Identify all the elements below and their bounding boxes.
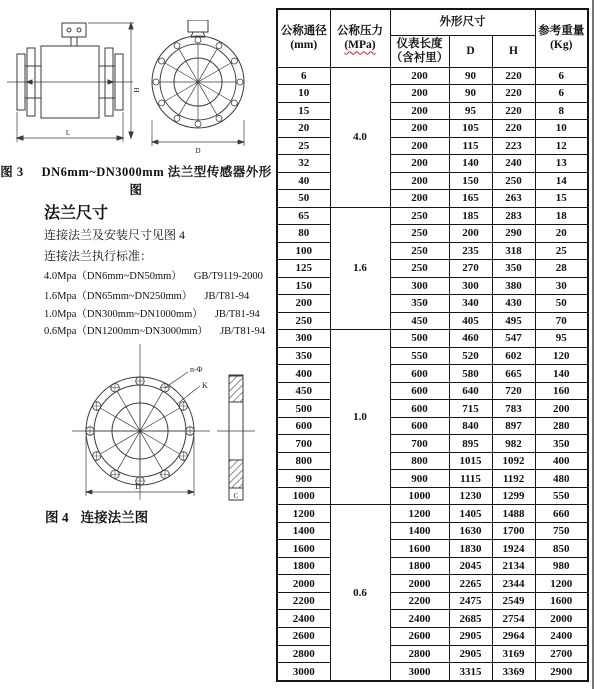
h-cell: 1092 — [492, 452, 535, 470]
flange-standard-item — [44, 306, 274, 321]
flange-standard-item — [44, 268, 274, 283]
d-cell: 2905 — [449, 645, 492, 663]
diameter-cell: 50 — [277, 190, 330, 208]
weight-cell: 280 — [535, 417, 588, 435]
flange-dimension-table — [276, 8, 587, 682]
h-cell: 783 — [492, 400, 535, 418]
standard-pressure: 0.6Mpa（DN1200mm~DN3000mm） — [44, 326, 209, 337]
d-cell: 405 — [449, 312, 492, 330]
d-cell: 115 — [449, 137, 492, 155]
header-pressure-unit: (MPa) — [344, 39, 376, 52]
table-row — [277, 277, 588, 295]
diameter-cell: 2400 — [277, 610, 330, 628]
d-cell: 140 — [449, 155, 492, 173]
sensor-outline-diagram — [5, 20, 270, 158]
meter-length-cell: 2000 — [390, 575, 449, 593]
meter-length-cell: 550 — [390, 347, 449, 365]
weight-cell: 28 — [535, 260, 588, 278]
table-row — [277, 260, 588, 278]
meter-length-cell: 1000 — [390, 487, 449, 505]
figure3-drawing — [5, 20, 270, 158]
table-row — [277, 522, 588, 540]
weight-cell: 70 — [535, 312, 588, 330]
meter-length-cell: 2800 — [390, 645, 449, 663]
d-cell: 520 — [449, 347, 492, 365]
diameter-cell: 80 — [277, 225, 330, 243]
h-cell: 547 — [492, 330, 535, 348]
diameter-cell: 15 — [277, 102, 330, 120]
h-cell: 250 — [492, 172, 535, 190]
h-cell: 220 — [492, 120, 535, 138]
diameter-cell: 300 — [277, 330, 330, 348]
diameter-cell: 1000 — [277, 487, 330, 505]
table-row — [277, 102, 588, 120]
weight-cell: 160 — [535, 382, 588, 400]
weight-cell: 2900 — [535, 663, 588, 681]
d-cell: 90 — [449, 85, 492, 103]
weight-cell: 20 — [535, 225, 588, 243]
meter-length-cell: 200 — [390, 155, 449, 173]
fig3-label-D: D — [195, 147, 201, 155]
h-cell: 318 — [492, 242, 535, 260]
weight-cell: 6 — [535, 85, 588, 103]
header-diameter-title: 公称通径 — [280, 24, 327, 37]
meter-length-cell: 600 — [390, 417, 449, 435]
weight-cell: 14 — [535, 172, 588, 190]
h-cell: 1299 — [492, 487, 535, 505]
pressure-cell: 0.6 — [330, 505, 390, 681]
figure4-caption-number: 图 4 — [45, 510, 69, 525]
diameter-cell: 40 — [277, 172, 330, 190]
header-meter-length — [390, 35, 449, 67]
figure4-drawing — [72, 336, 267, 506]
diameter-cell: 25 — [277, 137, 330, 155]
header-pressure-title: 公称压力 — [337, 24, 383, 37]
meter-length-cell: 500 — [390, 330, 449, 348]
table-row — [277, 592, 588, 610]
diameter-cell: 800 — [277, 452, 330, 470]
table-row — [277, 67, 588, 85]
diameter-cell: 150 — [277, 277, 330, 295]
diameter-cell: 125 — [277, 260, 330, 278]
table-row — [277, 347, 588, 365]
d-cell: 895 — [449, 435, 492, 453]
d-cell: 185 — [449, 207, 492, 225]
header-weight — [535, 9, 588, 67]
meter-length-cell: 2600 — [390, 628, 449, 646]
fig3-label-H: H — [133, 87, 141, 93]
meter-length-cell: 900 — [390, 470, 449, 488]
weight-cell: 50 — [535, 295, 588, 313]
d-cell: 1830 — [449, 540, 492, 558]
h-cell: 263 — [492, 190, 535, 208]
d-cell: 1115 — [449, 470, 492, 488]
meter-length-cell: 200 — [390, 85, 449, 103]
diameter-cell: 1800 — [277, 557, 330, 575]
fig3-label-L: L — [65, 129, 71, 137]
diameter-cell: 2800 — [277, 645, 330, 663]
header-diameter — [277, 9, 330, 67]
flange-note-line2: 连接法兰执行标准： — [44, 249, 153, 263]
standard-pressure: 1.6Mpa（DN65mm~DN250mm） — [44, 291, 193, 302]
header-h: H — [492, 35, 535, 67]
d-cell: 95 — [449, 102, 492, 120]
h-cell: 2549 — [492, 592, 535, 610]
table-row — [277, 207, 588, 225]
h-cell: 3369 — [492, 663, 535, 681]
table-row — [277, 452, 588, 470]
d-cell: 1630 — [449, 522, 492, 540]
meter-length-cell: 200 — [390, 172, 449, 190]
meter-length-cell: 1200 — [390, 505, 449, 523]
d-cell: 715 — [449, 400, 492, 418]
d-cell: 90 — [449, 67, 492, 85]
weight-cell: 12 — [535, 137, 588, 155]
meter-length-cell: 3000 — [390, 663, 449, 681]
weight-cell: 350 — [535, 435, 588, 453]
h-cell: 430 — [492, 295, 535, 313]
table-row — [277, 137, 588, 155]
diameter-cell: 1400 — [277, 522, 330, 540]
figure3-caption — [0, 162, 272, 198]
meter-length-cell: 700 — [390, 435, 449, 453]
d-cell: 1405 — [449, 505, 492, 523]
table-row — [277, 505, 588, 523]
meter-length-cell: 200 — [390, 102, 449, 120]
h-cell: 1924 — [492, 540, 535, 558]
h-cell: 240 — [492, 155, 535, 173]
fig4-label-n-phi: n-Φ — [190, 365, 203, 374]
meter-length-cell: 450 — [390, 312, 449, 330]
table-row — [277, 172, 588, 190]
meter-length-cell: 200 — [390, 190, 449, 208]
header-diameter-unit: (mm) — [290, 39, 318, 52]
flange-note-line1: 连接法兰及安装尺寸见图 4 — [44, 228, 186, 242]
table-row — [277, 225, 588, 243]
h-cell: 602 — [492, 347, 535, 365]
weight-cell: 550 — [535, 487, 588, 505]
weight-cell: 95 — [535, 330, 588, 348]
weight-cell: 140 — [535, 365, 588, 383]
h-cell: 220 — [492, 67, 535, 85]
weight-cell: 980 — [535, 557, 588, 575]
table-row — [277, 190, 588, 208]
table-row — [277, 295, 588, 313]
standard-code: GB/T9119-2000 — [193, 271, 263, 282]
connecting-flange-diagram — [72, 336, 267, 506]
figure3-caption-number: 图 3 — [0, 165, 24, 179]
meter-length-cell: 2400 — [390, 610, 449, 628]
meter-length-cell: 600 — [390, 382, 449, 400]
h-cell: 220 — [492, 102, 535, 120]
table-row — [277, 120, 588, 138]
h-cell: 380 — [492, 277, 535, 295]
diameter-cell: 350 — [277, 347, 330, 365]
d-cell: 150 — [449, 172, 492, 190]
diameter-cell: 65 — [277, 207, 330, 225]
pressure-cell: 1.0 — [330, 330, 390, 505]
h-cell: 2754 — [492, 610, 535, 628]
h-cell: 665 — [492, 365, 535, 383]
diameter-cell: 900 — [277, 470, 330, 488]
meter-length-cell: 200 — [390, 67, 449, 85]
weight-cell: 120 — [535, 347, 588, 365]
d-cell: 340 — [449, 295, 492, 313]
diameter-cell: 6 — [277, 67, 330, 85]
weight-cell: 18 — [535, 207, 588, 225]
fig4-label-C: C — [233, 492, 239, 500]
diameter-cell: 100 — [277, 242, 330, 260]
diameter-cell: 450 — [277, 382, 330, 400]
meter-length-cell: 1800 — [390, 557, 449, 575]
weight-cell: 8 — [535, 102, 588, 120]
diameter-cell: 2200 — [277, 592, 330, 610]
d-cell: 1230 — [449, 487, 492, 505]
flange-standard-item — [44, 288, 274, 303]
header-outline-dims: 外形尺寸 — [390, 9, 535, 35]
meter-length-cell: 1600 — [390, 540, 449, 558]
d-cell: 200 — [449, 225, 492, 243]
d-cell: 580 — [449, 365, 492, 383]
meter-length-cell: 800 — [390, 452, 449, 470]
table-row — [277, 645, 588, 663]
table-row — [277, 417, 588, 435]
diameter-cell: 32 — [277, 155, 330, 173]
d-cell: 235 — [449, 242, 492, 260]
weight-cell: 10 — [535, 120, 588, 138]
header-meter-length-line1: 仪表长度 — [396, 37, 443, 50]
meter-length-cell: 250 — [390, 207, 449, 225]
d-cell: 2475 — [449, 592, 492, 610]
table-row — [277, 557, 588, 575]
diameter-cell: 400 — [277, 365, 330, 383]
figure3-caption-text: DN6mm~DN3000mm 法兰型传感器外形图 — [41, 165, 272, 197]
weight-cell: 15 — [535, 190, 588, 208]
table-row — [277, 330, 588, 348]
table-row — [277, 365, 588, 383]
d-cell: 165 — [449, 190, 492, 208]
diameter-cell: 1600 — [277, 540, 330, 558]
h-cell: 1488 — [492, 505, 535, 523]
table-row — [277, 312, 588, 330]
meter-length-cell: 300 — [390, 277, 449, 295]
diameter-cell: 10 — [277, 85, 330, 103]
diameter-cell: 700 — [277, 435, 330, 453]
d-cell: 270 — [449, 260, 492, 278]
weight-cell: 30 — [535, 277, 588, 295]
meter-length-cell: 1400 — [390, 522, 449, 540]
d-cell: 840 — [449, 417, 492, 435]
h-cell: 2344 — [492, 575, 535, 593]
table-row — [277, 155, 588, 173]
d-cell: 105 — [449, 120, 492, 138]
standard-pressure: 4.0Mpa（DN6mm~DN50mm） — [44, 271, 182, 282]
meter-length-cell: 250 — [390, 225, 449, 243]
diameter-cell: 500 — [277, 400, 330, 418]
diameter-cell: 250 — [277, 312, 330, 330]
table-row — [277, 400, 588, 418]
d-cell: 2045 — [449, 557, 492, 575]
weight-cell: 25 — [535, 242, 588, 260]
d-cell: 2905 — [449, 628, 492, 646]
meter-length-cell: 250 — [390, 260, 449, 278]
meter-length-cell: 250 — [390, 242, 449, 260]
scan-right-edge — [592, 0, 594, 689]
figure4-caption — [45, 506, 148, 526]
meter-length-cell: 200 — [390, 137, 449, 155]
standard-code: JB/T81-94 — [220, 326, 265, 337]
d-cell: 2265 — [449, 575, 492, 593]
standard-code: JB/T81-94 — [214, 309, 260, 320]
diameter-cell: 20 — [277, 120, 330, 138]
table-row — [277, 85, 588, 103]
h-cell: 1700 — [492, 522, 535, 540]
meter-length-cell: 600 — [390, 400, 449, 418]
fig4-label-K: K — [202, 381, 208, 390]
diameter-cell: 3000 — [277, 663, 330, 681]
h-cell: 2964 — [492, 628, 535, 646]
weight-cell: 6 — [535, 67, 588, 85]
weight-cell: 2400 — [535, 628, 588, 646]
d-cell: 2685 — [449, 610, 492, 628]
diameter-cell: 2000 — [277, 575, 330, 593]
table-row — [277, 628, 588, 646]
h-cell: 3169 — [492, 645, 535, 663]
h-cell: 720 — [492, 382, 535, 400]
weight-cell: 850 — [535, 540, 588, 558]
h-cell: 290 — [492, 225, 535, 243]
d-cell: 3315 — [449, 663, 492, 681]
figure4-caption-text: 连接法兰图 — [80, 510, 149, 525]
header-meter-length-line2: （含衬里） — [390, 52, 449, 64]
weight-cell: 2000 — [535, 610, 588, 628]
h-cell: 982 — [492, 435, 535, 453]
standard-code: JB/T81-94 — [204, 291, 250, 302]
h-cell: 350 — [492, 260, 535, 278]
d-cell: 300 — [449, 277, 492, 295]
d-cell: 640 — [449, 382, 492, 400]
h-cell: 220 — [492, 85, 535, 103]
h-cell: 495 — [492, 312, 535, 330]
table-row — [277, 540, 588, 558]
weight-cell: 750 — [535, 522, 588, 540]
diameter-cell: 2600 — [277, 628, 330, 646]
standard-pressure: 1.0Mpa（DN300mm~DN1000mm） — [44, 309, 203, 320]
table-row — [277, 382, 588, 400]
d-cell: 460 — [449, 330, 492, 348]
h-cell: 223 — [492, 137, 535, 155]
weight-cell: 1200 — [535, 575, 588, 593]
meter-length-cell: 2200 — [390, 592, 449, 610]
header-weight-unit: (Kg) — [550, 39, 573, 52]
pressure-cell: 4.0 — [330, 67, 390, 207]
meter-length-cell: 200 — [390, 120, 449, 138]
header-pressure — [330, 9, 390, 67]
weight-cell: 1600 — [535, 592, 588, 610]
flange-size-heading: 法兰尺寸 — [44, 205, 109, 222]
h-cell: 897 — [492, 417, 535, 435]
meter-length-cell: 600 — [390, 365, 449, 383]
flange-table-body — [277, 67, 588, 681]
diameter-cell: 200 — [277, 295, 330, 313]
diameter-cell: 600 — [277, 417, 330, 435]
pressure-cell: 1.6 — [330, 207, 390, 330]
weight-cell: 480 — [535, 470, 588, 488]
fig4-label-D: D — [135, 482, 141, 491]
table-row — [277, 663, 588, 681]
weight-cell: 13 — [535, 155, 588, 173]
h-cell: 1192 — [492, 470, 535, 488]
h-cell: 2134 — [492, 557, 535, 575]
table-row — [277, 470, 588, 488]
weight-cell: 400 — [535, 452, 588, 470]
weight-cell: 660 — [535, 505, 588, 523]
table-row — [277, 575, 588, 593]
table-row — [277, 435, 588, 453]
h-cell: 283 — [492, 207, 535, 225]
diameter-cell: 1200 — [277, 505, 330, 523]
table-row — [277, 242, 588, 260]
weight-cell: 200 — [535, 400, 588, 418]
d-cell: 1015 — [449, 452, 492, 470]
header-weight-title: 参考重量 — [538, 24, 585, 37]
table-row — [277, 487, 588, 505]
header-d: D — [449, 35, 492, 67]
meter-length-cell: 350 — [390, 295, 449, 313]
weight-cell: 2700 — [535, 645, 588, 663]
table-row — [277, 610, 588, 628]
